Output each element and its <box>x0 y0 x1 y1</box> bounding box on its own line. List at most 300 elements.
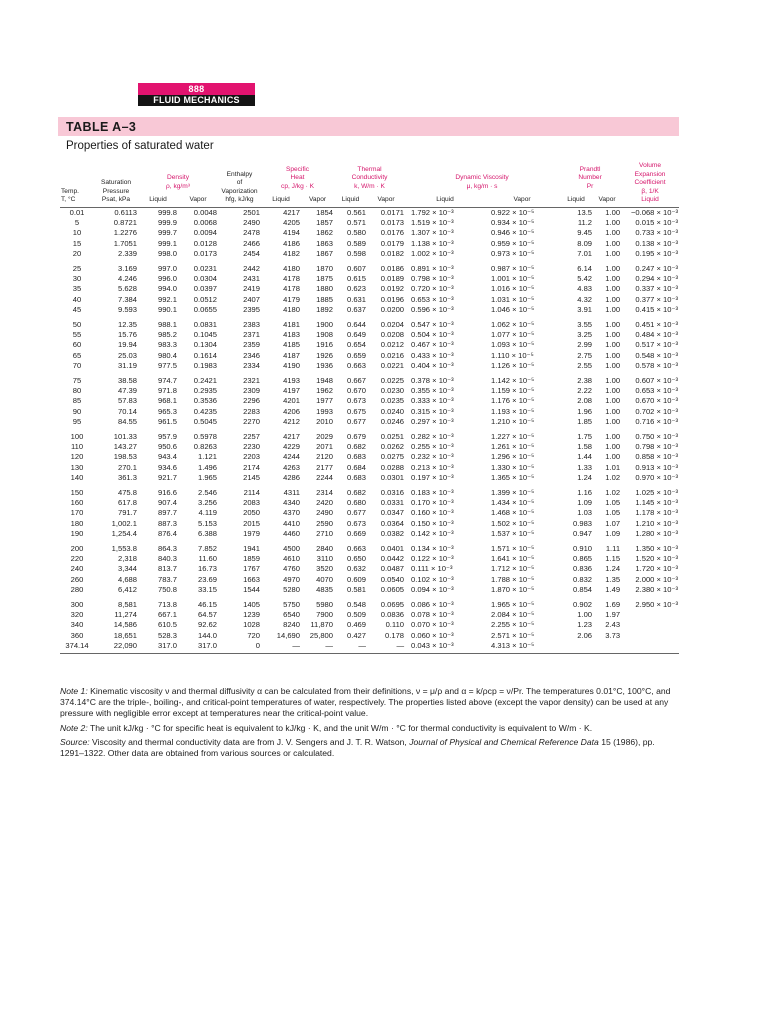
table-cell: 0.122 × 10⁻³ <box>411 554 454 564</box>
table-cell: 0 <box>218 641 261 654</box>
table-cell: 22,090 <box>94 641 138 654</box>
table-cell: 6,412 <box>117 584 137 594</box>
table-cell: 0.0331 <box>380 498 405 508</box>
table-cell: 1.00 <box>605 274 621 284</box>
table-row <box>60 207 679 218</box>
table-cell: 0.5978 <box>193 432 217 442</box>
table-cell: 270.1 <box>117 462 137 472</box>
section-title: FLUID MECHANICS <box>138 95 255 106</box>
table-cell: 8240 <box>283 620 300 630</box>
table-cell: 0.0401 <box>380 544 405 554</box>
table-cell: 1.49 <box>605 584 621 594</box>
table-cell: 0.580 <box>347 228 367 238</box>
table-cell: 0.667 <box>347 376 367 386</box>
table-cell: 0.0204 <box>380 320 405 329</box>
table-cell: 0.1614 <box>193 350 217 360</box>
table-cell: 0.0186 <box>380 263 405 273</box>
table-cell: 957.9 <box>157 432 177 442</box>
table-cell: 2501 <box>243 207 260 217</box>
table-cell: 0.682 <box>347 442 367 452</box>
table-cell: 0.589 <box>347 238 367 248</box>
table-cell: 2.08 <box>577 396 593 406</box>
table-cell: 2120 <box>316 452 334 462</box>
table-cell: 1.00 <box>605 442 621 452</box>
table-cell: 0.1045 <box>193 330 217 340</box>
table-cell: 2590 <box>316 518 334 528</box>
table-cell: 2419 <box>243 284 260 294</box>
table-cell: 2.380 × 10⁻³ <box>635 584 679 594</box>
table-cell: 47.39 <box>117 386 137 396</box>
table-cell: 2.339 <box>117 248 137 258</box>
table-cell: 983.3 <box>157 340 177 350</box>
table-cell: 1.519 × 10⁻³ <box>411 218 454 228</box>
table-cell: 0.0192 <box>380 284 405 294</box>
table-row <box>60 463 679 473</box>
table-cell: 996.0 <box>157 274 177 284</box>
table-cell: 4178 <box>283 284 300 294</box>
table-cell: 0.315 × 10⁻³ <box>411 406 454 416</box>
table-cell: 80 <box>72 386 82 396</box>
table-cell: 0.983 <box>573 518 593 528</box>
table-cell: 4.83 <box>577 284 593 294</box>
table-cell: 16.73 <box>197 564 217 574</box>
table-cell: 13.5 <box>577 207 593 217</box>
table-cell: 95 <box>72 416 82 426</box>
table-row <box>60 442 679 452</box>
table-cell: 2050 <box>243 508 260 518</box>
table-cell: 2346 <box>243 350 260 360</box>
table-cell: 0.0189 <box>380 274 405 284</box>
table-cell: 4194 <box>283 228 300 238</box>
table-cell: 1.126 × 10⁻⁵ <box>491 360 535 370</box>
table-cell: 8,581 <box>117 600 137 610</box>
table-cell: 950.6 <box>157 442 177 452</box>
table-cell: 0.750 × 10⁻³ <box>635 432 679 442</box>
table-cell: 144.0 <box>197 630 217 640</box>
table-cell: 2029 <box>316 432 334 442</box>
table-cell: 992.1 <box>157 294 177 304</box>
table-cell: 0.0605 <box>380 584 405 594</box>
note-2-text: The unit kJ/kg · °C for specific heat is equivalent to kJ/kg · K, and the unit W/m · °C for thermal conductivity is equivalent to W/m · K. <box>87 722 593 733</box>
sub-liquid: Liquid <box>559 193 593 208</box>
table-cell: 300 <box>70 600 84 610</box>
table-cell: 10 <box>72 228 82 238</box>
table-cell: 998.0 <box>157 248 177 258</box>
table-cell: 0.297 × 10⁻³ <box>411 416 454 426</box>
table-cell: 0.0364 <box>380 518 405 528</box>
table-row <box>60 330 679 340</box>
table-cell: 1.571 × 10⁻⁵ <box>491 544 535 554</box>
table-cell: 0.596 × 10⁻³ <box>411 304 454 314</box>
table-cell: 0.6113 <box>114 207 137 217</box>
table-cell: 65 <box>72 350 82 360</box>
table-cell: 0.902 <box>573 600 593 610</box>
table-cell: 2244 <box>316 472 334 482</box>
table-row <box>60 407 679 417</box>
table-cell: 7900 <box>316 610 334 620</box>
table-cell: 994.0 <box>157 284 177 294</box>
table-cell: 0.973 × 10⁻⁵ <box>491 248 535 258</box>
table-cell: 4500 <box>283 544 300 554</box>
table-cell: 0.467 × 10⁻³ <box>411 340 454 350</box>
sub-liquid: Liquid <box>261 193 301 208</box>
table-cell: 0.653 × 10⁻³ <box>635 386 679 396</box>
table-cell: 2230 <box>243 442 260 452</box>
table-cell: 1.210 × 10⁻⁵ <box>491 416 535 426</box>
table-cell: 4.246 <box>117 274 137 284</box>
source-note <box>60 737 679 759</box>
table-cell: 2174 <box>243 462 260 472</box>
table-cell: 0.138 × 10⁻³ <box>635 238 679 248</box>
table-row <box>60 452 679 462</box>
table-cell: 1.07 <box>605 518 621 528</box>
table-cell: 1.44 <box>577 452 593 462</box>
table-cell: 0.2421 <box>193 376 217 386</box>
table-cell: 0.673 <box>347 518 367 528</box>
table-cell: 0.669 <box>347 528 367 538</box>
table-cell: 0.548 × 10⁻³ <box>635 350 679 360</box>
table-cell: 0.255 × 10⁻³ <box>411 442 454 452</box>
table-cell: 0.0512 <box>193 294 217 304</box>
table-cell: 0.337 × 10⁻³ <box>635 284 679 294</box>
table-cell: 4.119 <box>198 508 217 518</box>
table-cell: 1.965 <box>197 472 217 482</box>
table-cell: 7.01 <box>577 248 593 258</box>
table-cell: 1.110 × 10⁻⁵ <box>491 350 534 360</box>
sub-vapor: Vapor <box>485 193 559 208</box>
table-cell: 1857 <box>316 218 334 228</box>
table-cell: 0.294 × 10⁻³ <box>635 274 679 284</box>
table-cell: 1.7051 <box>113 238 137 248</box>
table-cell: 0.0836 <box>380 610 405 620</box>
table-cell: 240 <box>70 564 84 574</box>
table-cell: 85 <box>72 396 82 406</box>
table-cell: 713.8 <box>157 600 177 610</box>
table-cell: 1.520 × 10⁻³ <box>635 554 679 564</box>
table-cell: 2.571 × 10⁻⁵ <box>491 630 535 640</box>
table-cell: 0.858 × 10⁻³ <box>635 452 679 462</box>
saturated-water-table <box>60 162 679 654</box>
table-cell: 0.469 <box>347 620 367 630</box>
note-1-text: Kinematic viscosity ν and thermal diffusivity α can be calculated from their definitions, ν = μ/ρ and α = k/ρcp = ν/Pr. The temperatures 0.01°C, 100°C, and 374.14°C are the triple-, boiling-, and critical-point temperatures of water, respectively. The properties listed above (except the vapor density) can be used at any pressure with negligible error except at temperatures near the critical-point value. <box>60 686 671 719</box>
table-cell: 4190 <box>283 360 300 370</box>
table-cell: 0.0275 <box>380 452 405 462</box>
table-cell: 0.1983 <box>193 360 217 370</box>
table-cell: 1.96 <box>577 406 593 416</box>
table-cell: 5.42 <box>577 274 593 284</box>
table-cell: 0.0655 <box>193 304 217 314</box>
table-cell: 4,688 <box>117 574 137 584</box>
table-cell: 4181 <box>283 320 300 329</box>
table-cell: 0.684 <box>347 462 367 472</box>
table-cell: 0.0182 <box>380 248 405 258</box>
table-cell: 0.922 × 10⁻⁵ <box>491 207 535 217</box>
table-cell: 12.35 <box>117 320 137 329</box>
table-row <box>60 396 679 406</box>
table-cell: 2,318 <box>117 554 137 564</box>
table-cell: 1.58 <box>577 442 593 452</box>
table-cell: 2296 <box>243 396 260 406</box>
table-cell: 0.0240 <box>380 406 405 416</box>
table-cell: 1.09 <box>605 528 621 538</box>
table-cell: 0.653 × 10⁻³ <box>411 294 454 304</box>
table-cell: 0.0347 <box>380 508 405 518</box>
table-cell: 907.4 <box>157 498 177 508</box>
table-cell: 985.2 <box>157 330 177 340</box>
table-cell: 0.947 <box>573 528 593 538</box>
table-cell: 0.178 <box>385 630 405 640</box>
table-cell: 934.6 <box>157 462 177 472</box>
table-label-band <box>58 117 679 136</box>
table-cell: 1900 <box>316 320 334 329</box>
table-cell: −0.068 × 10⁻³ <box>630 207 679 217</box>
table-cell: 2.75 <box>577 350 593 360</box>
table-cell: 1.00 <box>605 218 621 228</box>
table-cell: 840.3 <box>157 554 177 564</box>
table-cell: 943.4 <box>157 452 177 462</box>
table-cell: 4180 <box>283 263 300 273</box>
table-cell: 1.00 <box>605 320 621 329</box>
table-cell: 0.663 <box>347 544 367 554</box>
table-cell: 0.720 × 10⁻³ <box>411 284 454 294</box>
table-cell: 1.176 × 10⁻⁵ <box>491 396 535 406</box>
note-2-label: Note 2: <box>60 722 88 733</box>
table-cell: 4244 <box>283 452 300 462</box>
table-cell: 0.0262 <box>380 442 405 452</box>
table-cell: 19.94 <box>117 340 137 350</box>
notes <box>60 686 679 762</box>
table-cell: 791.7 <box>117 508 137 518</box>
table-cell: 70 <box>72 360 82 370</box>
table-row <box>60 218 679 228</box>
table-cell: 1.227 × 10⁻⁵ <box>491 432 535 442</box>
table-cell: 57.83 <box>117 396 137 406</box>
table-cell: 1.280 × 10⁻³ <box>635 528 679 538</box>
table-cell: 0.891 × 10⁻³ <box>411 263 454 273</box>
col-pressure: Saturation Pressure Psat, kPa <box>94 162 138 207</box>
table-cell: 1.00 <box>605 396 621 406</box>
table-cell: 25 <box>72 263 82 273</box>
table-cell: 1.00 <box>605 350 621 360</box>
table-cell: 6.388 <box>197 528 217 538</box>
table-cell: 4178 <box>283 274 300 284</box>
table-cell: 0.1304 <box>193 340 217 350</box>
table-cell: 4212 <box>283 416 300 426</box>
table-cell: 2.950 × 10⁻³ <box>635 600 679 610</box>
table-cell: 4217 <box>283 207 300 217</box>
table-cell: 4179 <box>283 294 300 304</box>
table-cell: 198.53 <box>113 452 137 462</box>
table-cell: 120 <box>70 452 84 462</box>
table-cell: 0.0208 <box>380 330 405 340</box>
table-cell: 0.0179 <box>380 238 405 248</box>
table-cell: 667.1 <box>157 610 177 620</box>
table-row <box>60 259 679 274</box>
table-cell: 2.255 × 10⁻⁵ <box>491 620 535 630</box>
table-cell: 1.142 × 10⁻⁵ <box>491 376 535 386</box>
table-cell: 2454 <box>243 248 260 258</box>
table-cell: 2466 <box>243 238 260 248</box>
table-cell: 1.296 × 10⁻⁵ <box>491 452 535 462</box>
table-cell: 9.45 <box>577 228 593 238</box>
table-cell: 180 <box>70 518 84 528</box>
table-cell: 0.150 × 10⁻³ <box>411 518 454 528</box>
table-cell: 1.641 × 10⁻⁵ <box>491 554 535 564</box>
table-cell: 1.69 <box>605 600 621 610</box>
table-cell: 3.91 <box>577 304 593 314</box>
table-cell: 0.4235 <box>193 406 217 416</box>
table-row <box>60 564 679 574</box>
table-cell: 15.76 <box>117 330 137 340</box>
table-cell: 320 <box>70 610 84 620</box>
table-cell: 5750 <box>283 600 300 610</box>
table-cell: — <box>301 641 334 654</box>
table-cell: 0.094 × 10⁻³ <box>411 584 454 594</box>
table-cell: 0.0196 <box>380 294 405 304</box>
table-cell: 0.670 × 10⁻³ <box>635 396 679 406</box>
table-cell: 0.798 × 10⁻³ <box>635 442 679 452</box>
table-cell: 961.5 <box>157 416 177 426</box>
table-cell: 4070 <box>316 574 334 584</box>
table-row <box>60 239 679 249</box>
table-cell: 2840 <box>316 544 334 554</box>
table-cell: 2478 <box>243 228 260 238</box>
table-cell: 0.0235 <box>380 396 405 406</box>
table-cell: 4835 <box>316 584 334 594</box>
table-row <box>60 585 679 595</box>
table-cell: 0.0397 <box>193 284 217 294</box>
table-cell: 720 <box>247 630 260 640</box>
table-cell: 2309 <box>243 386 260 396</box>
table-cell: 0.637 <box>347 304 367 314</box>
table-cell: 1.09 <box>577 498 593 508</box>
table-cell: 4.313 × 10⁻⁵ <box>485 641 559 654</box>
table-cell: 35 <box>72 284 82 294</box>
table-cell: 4217 <box>283 432 300 442</box>
table-cell: 897.7 <box>157 508 177 518</box>
table-cell: 1.001 × 10⁻⁵ <box>491 274 535 284</box>
table-cell: 360 <box>70 630 84 640</box>
table-cell: 0.015 × 10⁻³ <box>635 218 679 228</box>
table-cell: 1.11 <box>605 544 621 554</box>
table-cell: 1.365 × 10⁻⁵ <box>491 472 535 482</box>
table-cell: 1.00 <box>605 376 621 386</box>
table-cell: 0.378 × 10⁻³ <box>411 376 454 386</box>
table-cell: 1663 <box>243 574 260 584</box>
table-row <box>60 575 679 585</box>
table-cell: 317.0 <box>178 641 218 654</box>
table-cell: 0.142 × 10⁻³ <box>411 528 454 538</box>
table-cell: 1908 <box>316 330 334 340</box>
table-row <box>60 508 679 518</box>
table-cell: 0.677 <box>347 508 367 518</box>
table-cell: 2.084 × 10⁻⁵ <box>491 610 535 620</box>
table-cell: — <box>261 641 301 654</box>
table-cell: 1544 <box>243 584 260 594</box>
table-cell: 0.110 <box>385 620 405 630</box>
table-cell: 475.8 <box>117 488 137 498</box>
table-cell: 1.2276 <box>113 228 137 238</box>
table-cell: 0.798 × 10⁻³ <box>411 274 454 284</box>
table-cell: 4610 <box>283 554 300 564</box>
table-cell: 4185 <box>283 340 300 350</box>
table-cell: 260 <box>70 574 84 584</box>
table-cell: 280 <box>70 584 84 594</box>
table-cell: 6540 <box>283 610 300 620</box>
table-cell: 190 <box>70 528 84 538</box>
table-cell: 4193 <box>283 376 300 386</box>
table-cell: 33.15 <box>197 584 217 594</box>
table-cell: 4180 <box>283 304 300 314</box>
table-cell: 0.0695 <box>380 600 405 610</box>
note-1 <box>60 686 679 720</box>
table-cell: 2.000 × 10⁻³ <box>635 574 679 584</box>
table-cell: 14,690 <box>276 630 300 640</box>
sub-liquid: Liquid <box>405 193 485 208</box>
table-cell: 4970 <box>283 574 300 584</box>
table-cell: 0.0225 <box>380 376 405 386</box>
table-cell: 0.959 × 10⁻⁵ <box>491 238 535 248</box>
table-cell: 0.0173 <box>193 248 217 258</box>
table-cell: 1.077 × 10⁻⁵ <box>491 330 535 340</box>
table-cell: 1.046 × 10⁻⁵ <box>491 304 535 314</box>
table-cell: 4410 <box>283 518 300 528</box>
table-cell: 0.0176 <box>380 228 405 238</box>
table-cell: 1028 <box>243 620 260 630</box>
table-cell <box>593 641 621 654</box>
table-cell: 4201 <box>283 396 300 406</box>
table-cell: 0.086 × 10⁻³ <box>411 600 454 610</box>
table-cell: 2395 <box>243 304 260 314</box>
table-cell: 1.00 <box>605 416 621 426</box>
table-cell: 4187 <box>283 350 300 360</box>
table-cell: 1.399 × 10⁻⁵ <box>491 488 535 498</box>
source-label: Source: <box>60 736 90 747</box>
table-cell: 0.0048 <box>193 207 217 217</box>
table-cell: 0.247 × 10⁻³ <box>635 263 679 273</box>
table-cell: 0.607 × 10⁻³ <box>635 376 679 386</box>
table-cell: 7.384 <box>117 294 137 304</box>
table-cell: 1.00 <box>577 610 593 620</box>
table-cell: 1.210 × 10⁻³ <box>635 518 679 528</box>
table-cell: 999.1 <box>157 238 177 248</box>
table-cell: 11,274 <box>114 610 137 620</box>
table-cell: 1941 <box>243 544 260 554</box>
table-cell: 2270 <box>243 416 260 426</box>
table-cell: 1.870 × 10⁻⁵ <box>491 584 535 594</box>
table-cell: 110 <box>70 442 84 452</box>
table-cell: 1.00 <box>605 294 621 304</box>
table-row <box>60 554 679 564</box>
table-cell: 1.788 × 10⁻⁵ <box>491 574 535 584</box>
table-row <box>60 620 679 630</box>
table-cell: 0.8721 <box>113 218 137 228</box>
table-caption: Properties of saturated water <box>66 140 214 152</box>
table-cell: 999.9 <box>157 218 177 228</box>
sub-vapor: Vapor <box>367 193 405 208</box>
table-cell: 1.00 <box>605 386 621 396</box>
table-cell: 2.546 <box>197 488 217 498</box>
table-cell: 1862 <box>316 228 334 238</box>
table-cell: 3.55 <box>577 320 593 329</box>
table-cell: 1948 <box>316 376 334 386</box>
table-cell: 0.232 × 10⁻³ <box>411 452 454 462</box>
table-cell: 0.0487 <box>380 564 405 574</box>
table-cell: 340 <box>70 620 84 630</box>
table-cell: 1.025 × 10⁻³ <box>635 488 679 498</box>
table-cell: 220 <box>70 554 84 564</box>
table-cell: 1977 <box>316 396 334 406</box>
